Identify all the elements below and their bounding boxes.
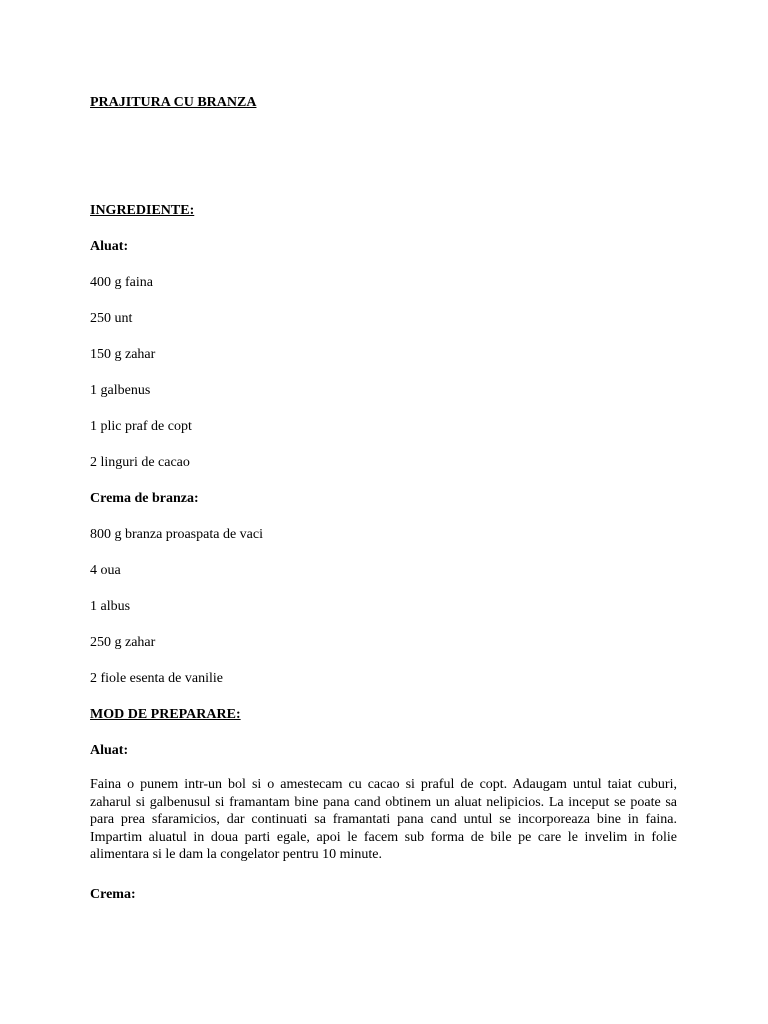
cheese-cream-item: 1 albus bbox=[90, 599, 131, 614]
recipe-title: PRAJITURA CU BRANZA bbox=[90, 95, 257, 110]
cheese-cream-item: 4 oua bbox=[90, 563, 121, 578]
cheese-cream-heading: Crema de branza: bbox=[90, 491, 199, 506]
dough-item: 2 linguri de cacao bbox=[90, 455, 190, 470]
dough-item: 1 galbenus bbox=[90, 383, 151, 398]
method-heading: MOD DE PREPARARE: bbox=[90, 707, 241, 722]
method-dough-paragraph: Faina o punem intr-un bol si o amestecam cu cacao si praful de copt. Adaugam untul taiat cuburi, zaharul si galbenusul si framantam bine pana cand obtinem un aluat nelipicios. La inceput se poate sa para prea sfaramicios, dar continuati sa framantati pana cand untul se incorporeaza bine in faina. Impartim aluatul in doua parti egale, apoi le facem sub forma de bile pe care le invelim in folie alimentara si le dam la congelator pentru 10 minute. bbox=[90, 777, 677, 862]
method-cream-heading: Crema: bbox=[90, 887, 136, 902]
cheese-cream-item: 250 g zahar bbox=[90, 635, 156, 650]
method-dough-heading: Aluat: bbox=[90, 743, 129, 758]
ingredients-heading: INGREDIENTE: bbox=[90, 203, 195, 218]
cheese-cream-item: 800 g branza proaspata de vaci bbox=[90, 527, 263, 542]
dough-heading: Aluat: bbox=[90, 239, 129, 254]
cheese-cream-item: 2 fiole esenta de vanilie bbox=[90, 671, 223, 686]
dough-item: 400 g faina bbox=[90, 275, 153, 290]
dough-item: 250 unt bbox=[90, 311, 133, 326]
document-page bbox=[90, 0, 678, 1024]
dough-item: 1 plic praf de copt bbox=[90, 419, 192, 434]
dough-item: 150 g zahar bbox=[90, 347, 156, 362]
